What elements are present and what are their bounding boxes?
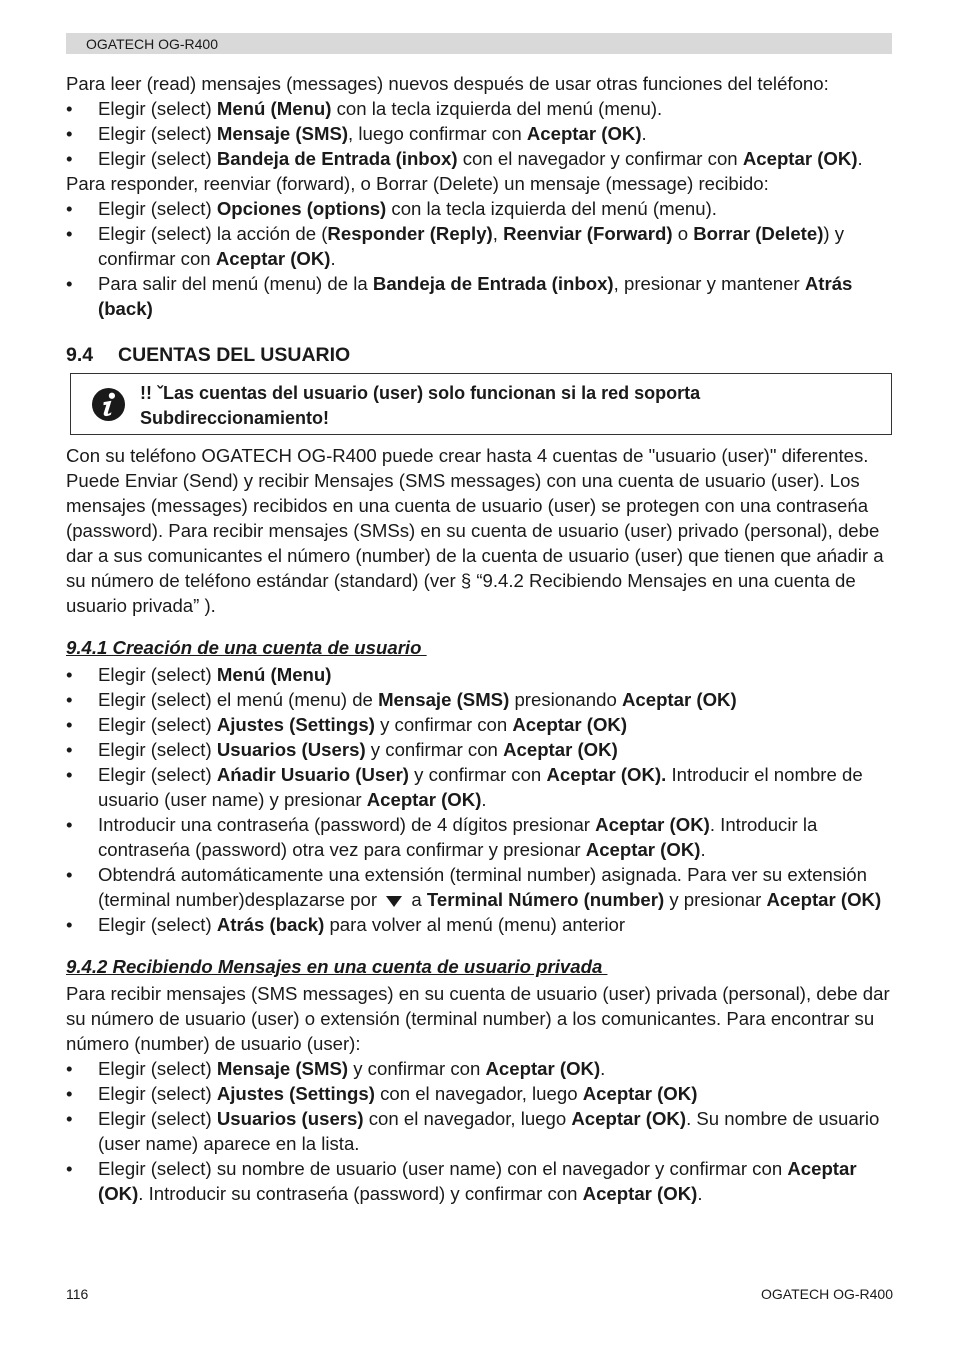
list-item: • Elegir (select) la acción de (Responder (Reply), Reenviar (Forward) o Borrar (Delete)) y confirmar con Aceptar (OK). xyxy=(66,221,896,271)
list-item: • Introducir una contraseńa (password) de 4 dígitos presionar Aceptar (OK). Introducir la contraseńa (password) otra vez para confirmar y presionar Aceptar (OK). xyxy=(66,812,896,862)
list-item: • Elegir (select) Mensaje (SMS), luego confirmar con Aceptar (OK). xyxy=(66,121,896,146)
section-heading xyxy=(66,343,896,368)
list-item: • Elegir (select) Bandeja de Entrada (inbox) con el navegador y confirmar con Aceptar (OK). xyxy=(66,146,896,171)
create-user-list xyxy=(66,662,896,937)
list-item: • Elegir (select) Menú (Menu) con la tecla izquierda del menú (menu). xyxy=(66,96,896,121)
subsection-heading-1: 9.4.1 Creación de una cuenta de usuario xyxy=(66,637,427,658)
note-line-1: !! ˇLas cuentas del usuario (user) solo funcionan si la red soporta xyxy=(140,383,701,403)
list-item: • Elegir (select) Ajustes (Settings) y confirmar con Aceptar (OK) xyxy=(66,712,896,737)
header-title: OGATECH OG-R400 xyxy=(86,36,218,52)
list-item: • Elegir (select) su nombre de usuario (user name) con el navegador y confirmar con Aceptar (OK). Introducir su contraseńa (password) y confirmar con Aceptar (OK). xyxy=(66,1156,896,1206)
list-item: • Elegir (select) Opciones (options) con la tecla izquierda del menú (menu). xyxy=(66,196,896,221)
list-item: • Elegir (select) Usuarios (Users) y confirmar con Aceptar (OK) xyxy=(66,737,896,762)
section-title: CUENTAS DEL USUARIO xyxy=(118,344,351,366)
list-item: • Elegir (select) Ajustes (Settings) con el navegador, luego Aceptar (OK) xyxy=(66,1081,896,1106)
header-bar xyxy=(66,33,892,54)
note-line-2: Subdireccionamiento! xyxy=(140,408,330,428)
list-item: • Elegir (select) Atrás (back) para volver al menú (menu) anterior xyxy=(66,912,896,937)
read-list xyxy=(66,96,896,171)
section-number: 9.4 xyxy=(66,344,94,366)
list-item: • Obtendrá automáticamente una extensión (terminal number) asignada. Para ver su extensión (terminal number)desplazarse por a Terminal Número (number) y presionar Aceptar (OK) xyxy=(66,862,896,912)
reply-list xyxy=(66,196,896,321)
list-item: • Elegir (select) Usuarios (users) con el navegador, luego Aceptar (OK). Su nombre de usuario (user name) aparece en la lista. xyxy=(66,1106,896,1156)
list-item: • Elegir (select) Mensaje (SMS) y confirmar con Aceptar (OK). xyxy=(66,1056,896,1081)
list-item: • Elegir (select) el menú (menu) de Mensaje (SMS) presionando Aceptar (OK) xyxy=(66,687,896,712)
subsection-heading-2: 9.4.2 Recibiendo Mensajes en una cuenta de usuario privada xyxy=(66,956,608,977)
list-item: • Elegir (select) Menú (Menu) xyxy=(66,662,896,687)
page-number: 116 xyxy=(66,1286,89,1302)
sub2-intro: Para recibir mensajes (SMS messages) en su cuenta de usuario (user) privada (personal), debe dar su número de usuario (user) o extensión (terminal number) a los comunicantes. Para encontrar su número (number) de usuario (user): xyxy=(66,983,890,1054)
list-item: • Para salir del menú (menu) de la Bandeja de Entrada (inbox), presionar y mantener Atrás (back) xyxy=(66,271,896,321)
read-intro: Para leer (read) mensajes (messages) nuevos después de usar otras funciones del teléfono: xyxy=(66,73,829,94)
info-icon xyxy=(91,387,126,422)
info-note xyxy=(70,373,892,435)
body-paragraph: Con su teléfono OGATECH OG-R400 puede crear hasta 4 cuentas de "usuario (user)" diferentes. Puede Enviar (Send) y recibir Mensajes (SMS messages) con una cuenta de usuario (user). Los mensajes (messages) recibidos en una cuenta de usuario (user) se protegen con una contraseńa (password). Para recibir mensajes (SMSs) en su cuenta de usuario (user) privado (personal), debe dar a sus comunicantes el número (number) de la cuenta de usuario (user) que tienen que ańadir a su número de teléfono estándar (standard) (ver § “9.4.2 Recibiendo Mensajes en una cuenta de usuario privada” ). xyxy=(66,445,884,616)
footer-title: OGATECH OG-R400 xyxy=(761,1286,893,1302)
receive-list xyxy=(66,1056,896,1206)
reply-intro: Para responder, reenviar (forward), o Borrar (Delete) un mensaje (message) recibido: xyxy=(66,173,769,194)
down-arrow-icon xyxy=(386,896,402,907)
page-content xyxy=(66,71,896,1206)
note-text xyxy=(140,381,700,431)
list-item: • Elegir (select) Ańadir Usuario (User) y confirmar con Aceptar (OK). Introducir el nombre de usuario (user name) y presionar Aceptar (OK). xyxy=(66,762,896,812)
